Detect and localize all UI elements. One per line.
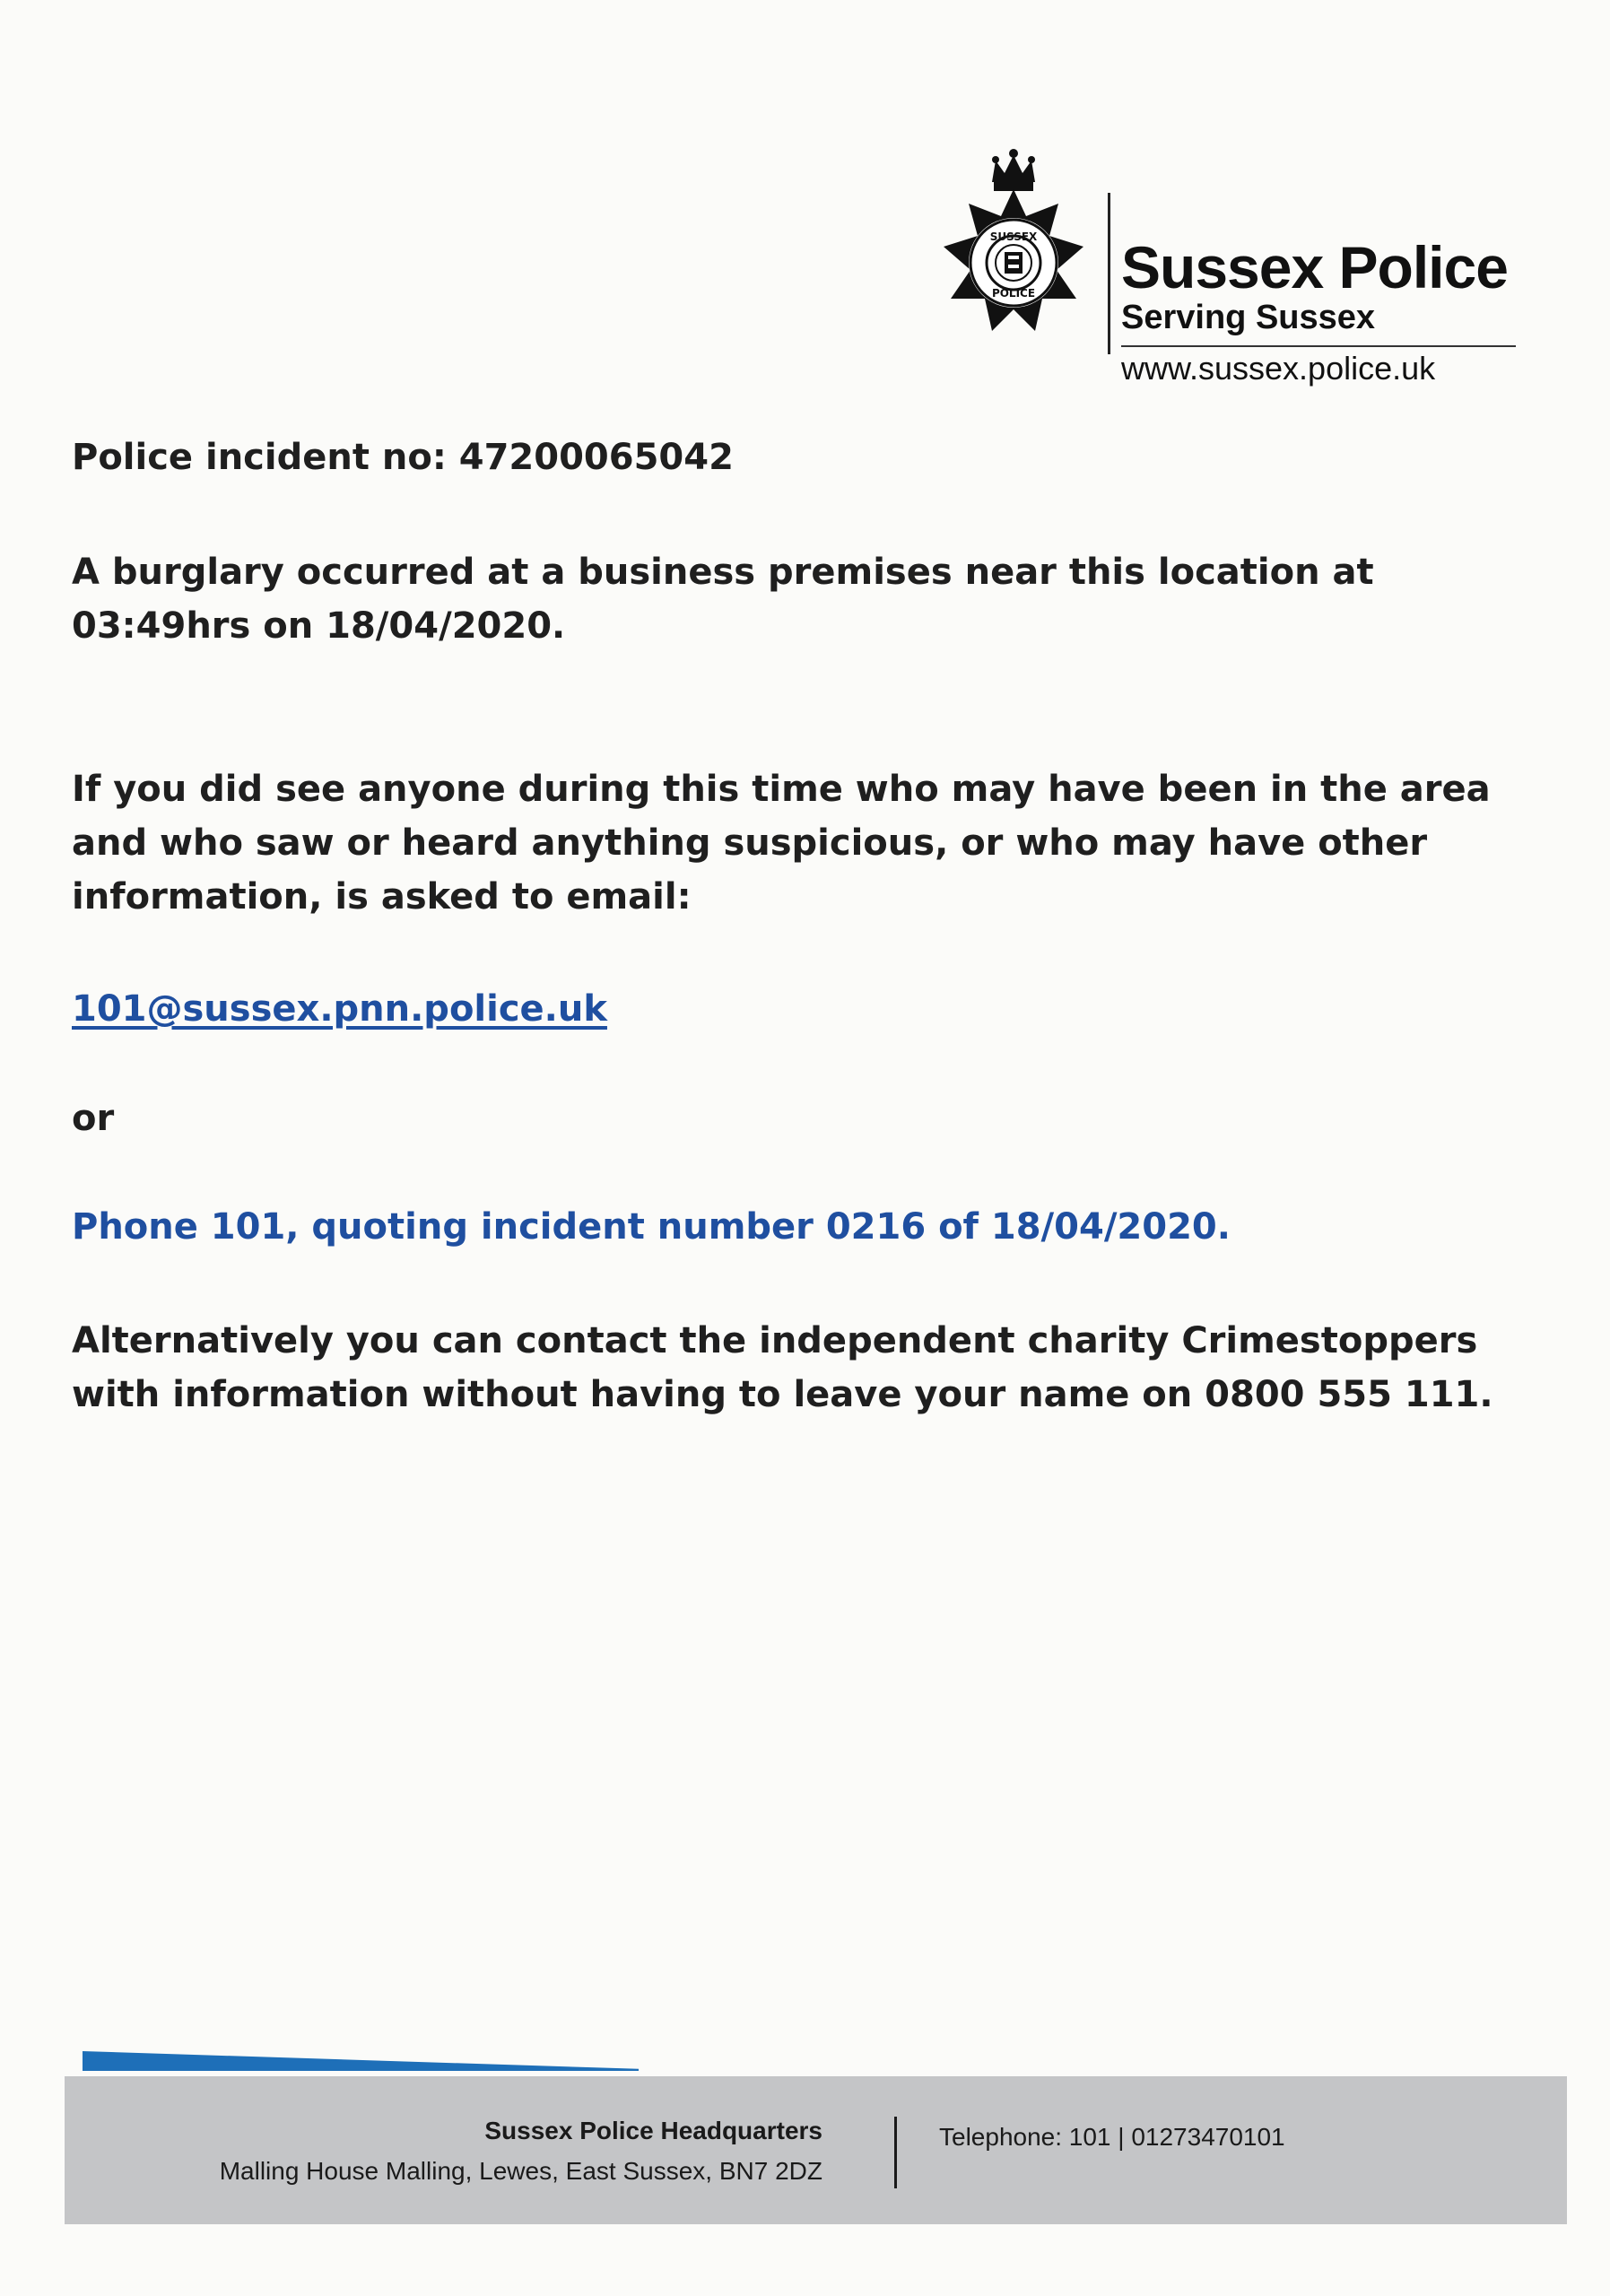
witness-appeal: If you did see anyone during this time who may have been in the area and who saw or heard anything suspicious, or who may have other information, is asked to email: — [72, 769, 1491, 918]
website-link[interactable]: www.sussex.police.uk — [1121, 350, 1436, 387]
crimestoppers-info: Alternatively you can contact the independent charity Crimestoppers with information without having to leave your name on 0800 555 111. — [72, 1320, 1493, 1415]
brand-underline — [1121, 345, 1516, 347]
logo-divider — [1108, 193, 1110, 354]
sussex-police-logo — [924, 148, 1588, 390]
email-link[interactable]: 101@sussex.pnn.police.uk — [72, 988, 607, 1030]
brand-name: Sussex Police — [1121, 234, 1508, 300]
crest-ring-text-top: SUSSEX — [989, 230, 1038, 243]
footer-divider — [894, 2117, 897, 2188]
police-crest-icon — [924, 148, 1103, 345]
phone-instruction: Phone 101, quoting incident number 0216 of 18/04/2020. — [72, 1206, 1231, 1248]
crest-ring-text-bottom: POLICE — [991, 287, 1036, 300]
incident-number: Police incident no: 47200065042 — [72, 437, 734, 478]
footer-bar — [65, 2076, 1567, 2224]
burglary-description: A burglary occurred at a business premises near this location at 03:49hrs on 18/04/2020. — [72, 552, 1374, 647]
brand-tagline: Serving Sussex — [1121, 299, 1376, 336]
or-separator: or — [72, 1098, 115, 1139]
telephone-numbers: Telephone: 101 | 01273470101 — [939, 2123, 1285, 2151]
footer-accent-stripe — [83, 2051, 639, 2071]
hq-name: Sussex Police Headquarters — [484, 2117, 822, 2144]
hq-address: Malling House Malling, Lewes, East Sussex, BN7 2DZ — [219, 2157, 822, 2185]
